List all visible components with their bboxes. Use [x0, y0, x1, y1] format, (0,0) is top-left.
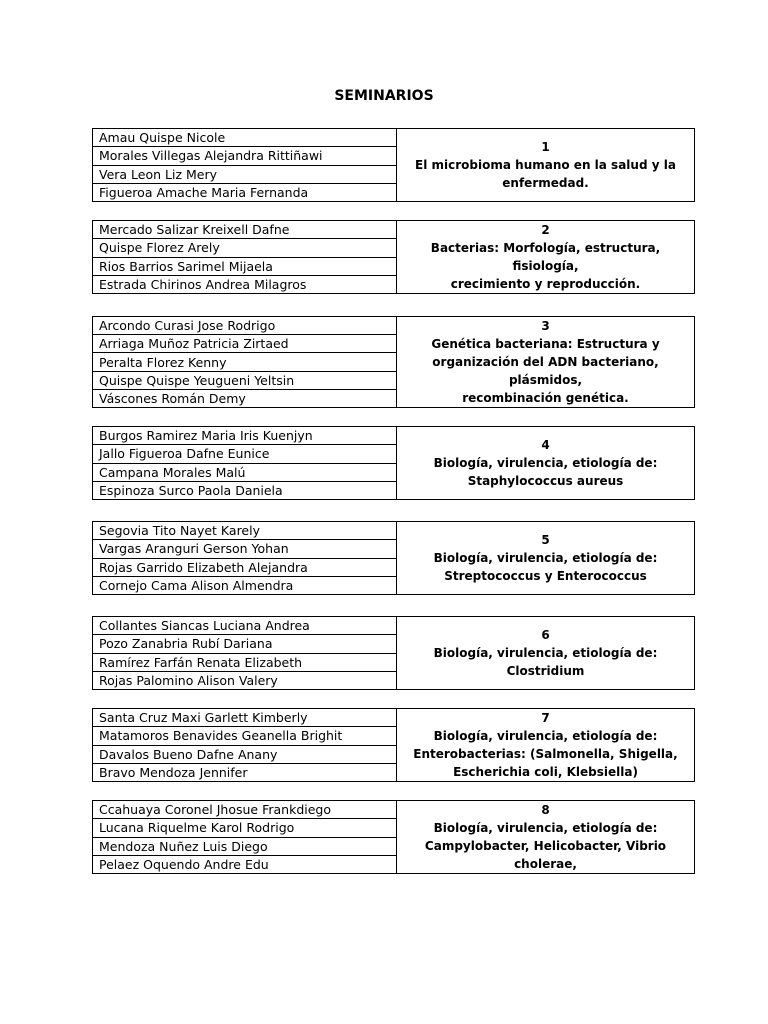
seminar-number: 7 — [541, 711, 550, 725]
member-name: Ramírez Farfán Renata Elizabeth — [93, 654, 396, 672]
member-name: Cornejo Cama Alison Almendra — [99, 577, 294, 593]
member-name: Quispe Quispe Yeugueni Yeltsin — [93, 372, 396, 390]
member-name: Collantes Siancas Luciana Andrea — [93, 617, 396, 635]
seminar-topic-line: cholerae, — [514, 857, 577, 871]
member-name: Amau Quispe Nicole — [93, 129, 396, 147]
member-name: Espinoza Surco Paola Daniela — [99, 482, 283, 498]
seminar-topic — [397, 221, 694, 293]
member-name: Pelaez Oquendo Andre Edu — [99, 856, 269, 872]
seminar-topic-line: Staphylococcus aureus — [467, 474, 624, 488]
member-name: Arcondo Curasi Jose Rodrigo — [93, 317, 396, 335]
seminar-topic-line: crecimiento y reproducción. — [450, 277, 641, 291]
seminar-topic-line: Enterobacterias: (Salmonella, Shigella, — [413, 747, 678, 761]
member-name: Rojas Garrido Elizabeth Alejandra — [93, 559, 396, 577]
member-list — [93, 427, 397, 499]
member-list — [93, 221, 397, 293]
member-name: Váscones Román Demy — [99, 390, 246, 406]
seminar-topic — [397, 522, 694, 594]
seminar-group-3 — [92, 316, 695, 408]
seminar-number: 3 — [541, 319, 550, 333]
seminar-group-7 — [92, 708, 695, 782]
seminar-topic-line: Biología, virulencia, etiología de: — [433, 646, 658, 660]
page-title: SEMINARIOS — [334, 88, 434, 104]
seminar-topic — [397, 427, 694, 499]
seminar-topic-line: Biología, virulencia, etiología de: — [433, 821, 658, 835]
seminar-topic — [397, 709, 694, 781]
member-name: Segovia Tito Nayet Karely — [93, 522, 396, 540]
member-list — [93, 617, 397, 689]
member-name: Lucana Riquelme Karol Rodrigo — [93, 819, 396, 837]
seminar-topic-line: El microbioma humano en la salud y la — [415, 158, 676, 172]
seminar-number: 2 — [541, 223, 550, 237]
member-name: Figueroa Amache Maria Fernanda — [99, 184, 309, 200]
member-name: Morales Villegas Alejandra Rittiñawi — [93, 147, 396, 165]
member-name: Rios Barrios Sarimel Mijaela — [93, 258, 396, 276]
seminar-topic — [397, 317, 694, 407]
seminar-topic-line: Campylobacter, Helicobacter, Vibrio — [424, 839, 667, 853]
seminar-topic-line: Biología, virulencia, etiología de: — [433, 456, 658, 470]
seminar-group-6 — [92, 616, 695, 690]
seminar-topic — [397, 617, 694, 689]
seminar-topic-line: Genética bacteriana: Estructura y — [431, 337, 660, 351]
member-name: Ccahuaya Coronel Jhosue Frankdiego — [93, 801, 396, 819]
seminar-topic-line: Streptococcus y Enterococcus — [444, 569, 647, 583]
seminar-group-1 — [92, 128, 695, 202]
seminar-number: 6 — [541, 628, 550, 642]
seminar-number: 5 — [541, 533, 550, 547]
seminar-group-8 — [92, 800, 695, 874]
seminar-topic-line: Biología, virulencia, etiología de: — [433, 729, 658, 743]
seminar-group-2 — [92, 220, 695, 294]
seminar-topic-line: Clostridium — [506, 664, 585, 678]
seminar-number: 1 — [541, 140, 550, 154]
seminar-topic-line: enfermedad. — [502, 176, 589, 190]
member-name: Vera Leon Liz Mery — [93, 166, 396, 184]
member-list — [93, 129, 397, 201]
member-name: Estrada Chirinos Andrea Milagros — [99, 276, 307, 292]
seminar-group-4 — [92, 426, 695, 500]
member-name: Rojas Palomino Alison Valery — [99, 672, 278, 688]
member-name: Matamoros Benavides Geanella Brighit — [93, 727, 396, 745]
member-name: Burgos Ramirez Maria Iris Kuenjyn — [93, 427, 396, 445]
member-name: Quispe Florez Arely — [93, 239, 396, 257]
member-name: Santa Cruz Maxi Garlett Kimberly — [93, 709, 396, 727]
seminar-topic-line: Biología, virulencia, etiología de: — [433, 551, 658, 565]
member-name: Mendoza Nuñez Luis Diego — [93, 838, 396, 856]
seminar-topic-line: Bacterias: Morfología, estructura, fisiología, — [430, 241, 661, 273]
member-name: Pozo Zanabria Rubí Dariana — [93, 635, 396, 653]
seminar-number: 4 — [541, 438, 550, 452]
seminar-group-5 — [92, 521, 695, 595]
seminar-topic — [397, 801, 694, 873]
member-name: Peralta Florez Kenny — [93, 353, 396, 371]
member-name: Bravo Mendoza Jennifer — [99, 764, 248, 780]
member-name: Mercado Salizar Kreixell Dafne — [93, 221, 396, 239]
member-list — [93, 801, 397, 873]
member-name: Davalos Bueno Dafne Anany — [93, 746, 396, 764]
member-name: Vargas Aranguri Gerson Yohan — [93, 540, 396, 558]
member-list — [93, 709, 397, 781]
seminar-topic-line: Escherichia coli, Klebsiella) — [453, 765, 638, 779]
member-name: Arriaga Muñoz Patricia Zirtaed — [93, 335, 396, 353]
seminar-number: 8 — [541, 803, 550, 817]
member-name: Campana Morales Malú — [93, 464, 396, 482]
member-list — [93, 522, 397, 594]
member-name: Jallo Figueroa Dafne Eunice — [93, 445, 396, 463]
seminar-topic-line: organización del ADN bacteriano, plásmidos, — [432, 355, 659, 387]
member-list — [93, 317, 397, 407]
seminar-topic — [397, 129, 694, 201]
seminar-topic-line: recombinación genética. — [462, 391, 629, 405]
